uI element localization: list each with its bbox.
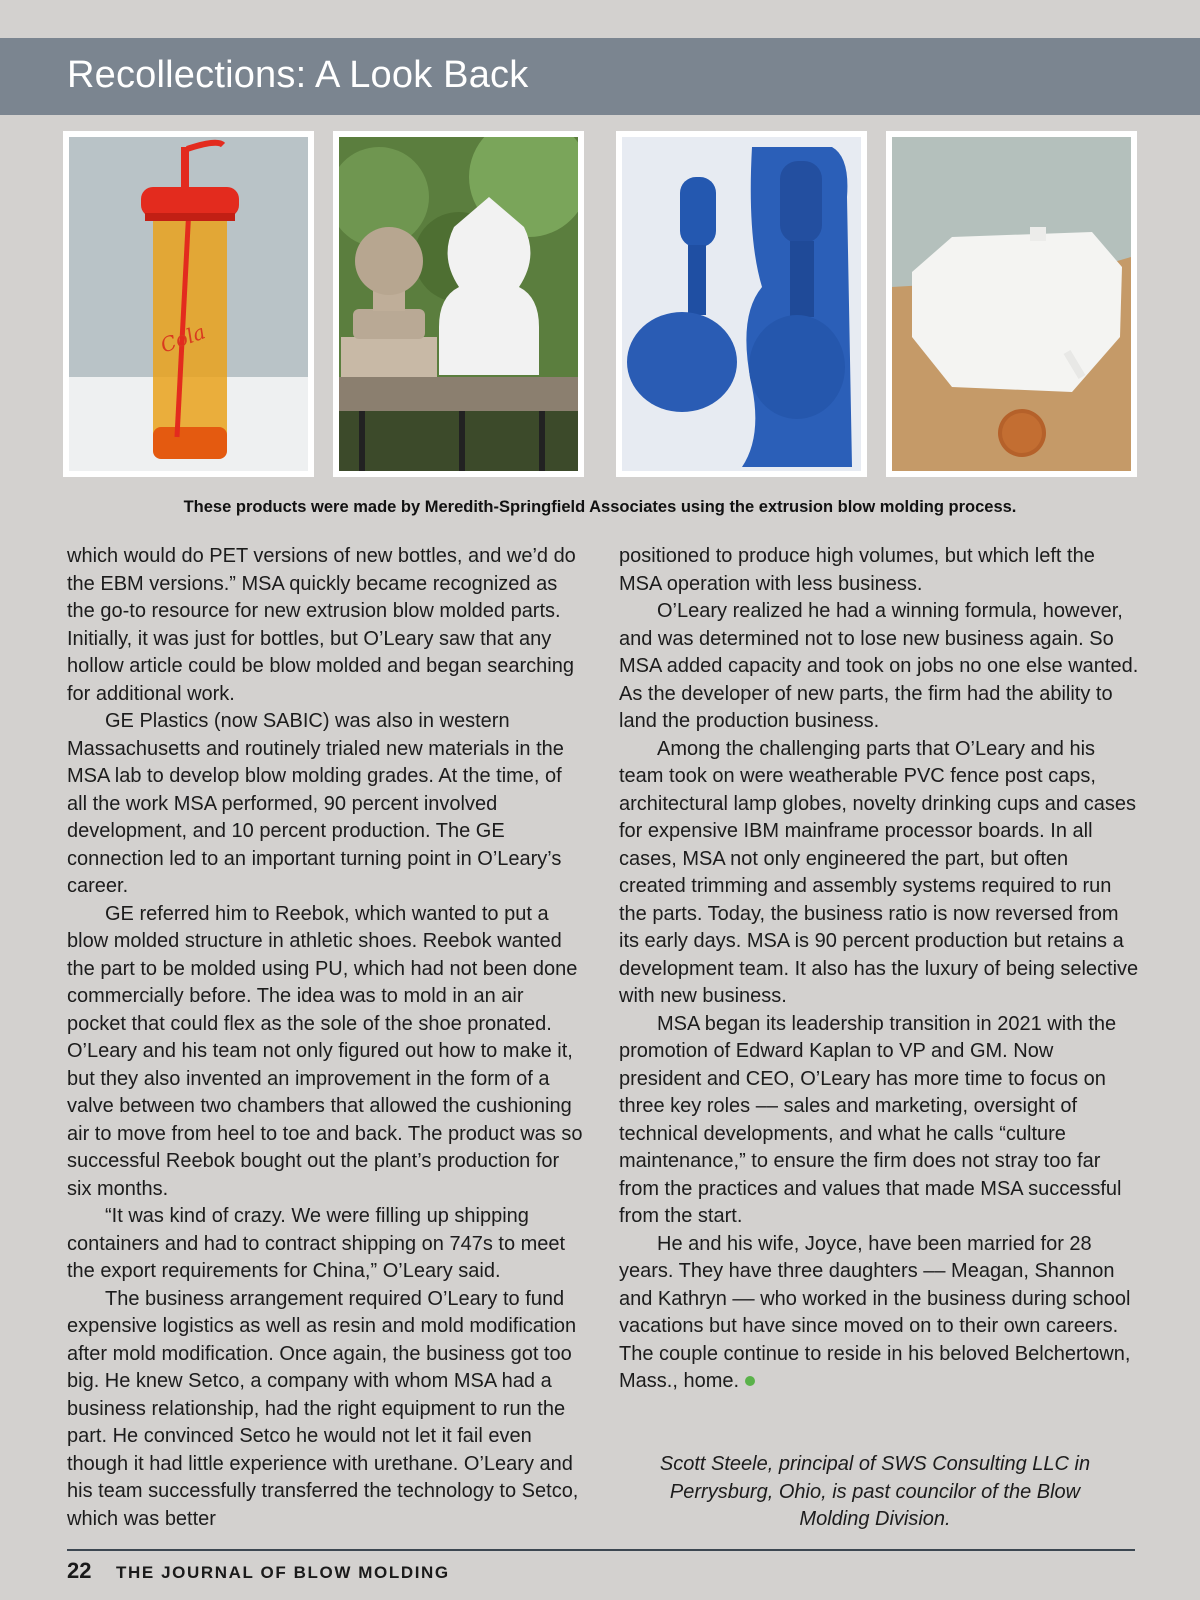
paragraph-final-text: He and his wife, Joyce, have been married for 28 years. They have three daughters –– Meagan, Shannon and Kathryn –– who worked in the business during school vacations but have since moved on to their own careers. The couple continue to reside in his beloved Belchertown, Mass., home. xyxy=(619,1232,1131,1392)
header-banner xyxy=(0,38,1200,115)
paragraph: The business arrangement required O’Leary to fund expensive logistics as well as resin and mold modification after mold modification. Once again, the business got too big. He knew Setco, a company with whom MSA had a business relationship, had the right equipment to run the part. He convinced Setco he would not let it fail even though it had little experience with urethane. O’Leary and his team successfully transferred the technology to Setco, which was better xyxy=(67,1287,579,1530)
paragraph: O’Leary realized he had a winning formula, however, and was determined not to lose new business again. So MSA added capacity and took on jobs no one else wanted. As the developer of new parts, the firm had the ability to land the production business. xyxy=(619,600,1139,732)
footer-divider xyxy=(67,1549,1135,1551)
photo-caption: These products were made by Meredith-Springfield Associates using the extrusion blow molding process. xyxy=(183,498,1017,516)
photo-container-with-coin xyxy=(886,131,1137,477)
author-byline: Scott Steele, principal of SWS Consulting LLC in Perrysburg, Ohio, is past councilor of the Blow Molding Division. xyxy=(659,1453,1091,1530)
photo-shoe-air-cushion xyxy=(616,131,867,477)
photo-drinking-cup xyxy=(63,131,314,477)
paragraph-final xyxy=(619,1231,1139,1396)
photo-fence-post-caps xyxy=(333,131,584,477)
container-with-coin-image xyxy=(892,137,1131,471)
paragraph: GE Plastics (now SABIC) was also in western Massachusetts and routinely trialed new materials in the MSA lab to develop blow molding grades. At the time, of all the work MSA performed, 90 percent involved development, and 10 percent production. The GE connection led to an important turning point in O’Leary’s career. xyxy=(67,710,564,897)
paragraph: MSA began its leadership transition in 2021 with the promotion of Edward Kaplan to VP and GM. Now president and CEO, O’Leary has more time to focus on three key roles –– sales and marketing, oversight of technical developments, and what he calls “culture maintenance,” to ensure the firm does not stray too far from the practices and values that made MSA successful from the start. xyxy=(619,1012,1122,1227)
fence-post-caps-image xyxy=(339,137,578,471)
page-title: Recollections: A Look Back xyxy=(67,54,529,96)
paragraph: which would do PET versions of new bottles, and we’d do the EBM versions.” MSA quickly became recognized as the go-to resource for new extrusion blow molded parts. Initially, it was just for bottles, but O’Leary saw that any hollow article could be blow molded and began searching for additional work. xyxy=(67,545,576,705)
paragraph: GE referred him to Reebok, which wanted to put a blow molded structure in athletic shoes. Reebok wanted the part to be molded using PU, which had not been done commercially before. The idea was to mold in an air pocket that could flex as the sole of the shoe pronated. O’Leary and his team not only figured out how to make it, but they also invented an improvement in the form of a valve between two chambers that allowed the cushioning air to move from heel to toe and back. The product was so successful Reebok bought out the plant’s production for six months. xyxy=(67,902,583,1200)
end-mark-icon xyxy=(745,1376,755,1386)
paragraph: Among the challenging parts that O’Leary and his team took on were weatherable PVC fence post caps, architectural lamp globes, novelty drinking cups and cases for expensive IBM mainframe processor boards. In all cases, MSA not only engineered the part, but often created trimming and assembly systems required to run the parts. Today, the business ratio is now reversed from its early days. MSA is 90 percent production but retains a development team. It also has the luxury of being selective with new business. xyxy=(619,737,1139,1007)
article-column-right xyxy=(619,543,1139,1396)
article-column-left xyxy=(67,543,587,1533)
cup-logo-text: Cola xyxy=(157,319,209,358)
shoe-air-cushion-image xyxy=(622,137,861,471)
page-number: 22 xyxy=(67,1558,92,1583)
paragraph: “It was kind of crazy. We were filling up shipping containers and had to contract shipping on 747s to meet the export requirements for China,” O’Leary said. xyxy=(67,1205,566,1282)
paragraph: positioned to produce high volumes, but which left the MSA operation with less business. xyxy=(619,545,1095,595)
drinking-cup-image xyxy=(69,137,308,471)
publication-name: THE JOURNAL OF BLOW MOLDING xyxy=(116,1563,450,1582)
